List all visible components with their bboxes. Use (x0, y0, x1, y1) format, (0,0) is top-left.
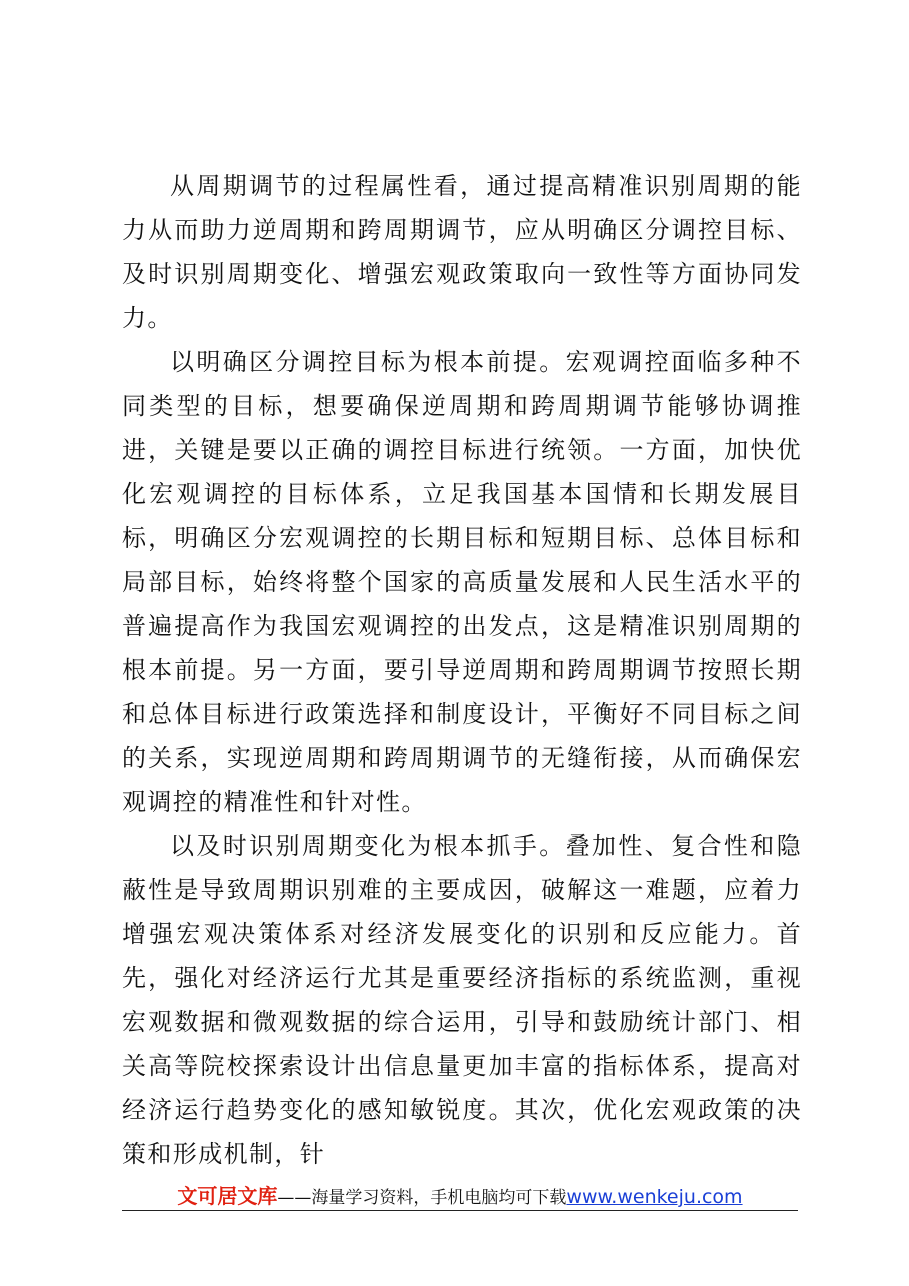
paragraph-3: 以及时识别周期变化为根本抓手。叠加性、复合性和隐蔽性是导致周期识别难的主要成因，破解这一难题，应着力增强宏观决策体系对经济发展变化的识别和反应能力。首先，强化对经济运行尤其是重要经济指标的系统监测，重视宏观数据和微观数据的综合运用，引导和鼓励统计部门、相关高等院校探索设计出信息量更加丰富的指标体系，提高对经济运行趋势变化的感知敏锐度。其次，优化宏观政策的决策和形成机制，针 (122, 832, 802, 1168)
footer-site-link[interactable]: www.wenkeju.com (566, 1186, 743, 1208)
paragraph-2: 以明确区分调控目标为根本前提。宏观调控面临多种不同类型的目标，想要确保逆周期和跨周期调节能够协调推进，关键是要以正确的调控目标进行统领。一方面，加快优化宏观调控的目标体系，立足我国基本国情和长期发展目标，明确区分宏观调控的长期目标和短期目标、总体目标和局部目标，始终将整个国家的高质量发展和人民生活水平的普遍提高作为我国宏观调控的出发点，这是精准识别周期的根本前提。另一方面，要引导逆周期和跨周期调节按照长期和总体目标进行政策选择和制度设计，平衡好不同目标之间的关系，实现逆周期和跨周期调节的无缝衔接，从而确保宏观调控的精准性和针对性。 (122, 348, 802, 816)
footer-brand: 文可居文库 (177, 1184, 278, 1208)
footer-divider (122, 1210, 798, 1211)
page-footer (122, 1180, 798, 1209)
footer-slogan: ——海量学习资料，手机电脑均可下载 (277, 1188, 567, 1208)
paragraph-1: 从周期调节的过程属性看，通过提高精准识别周期的能力从而助力逆周期和跨周期调节，应从明确区分调控目标、及时识别周期变化、增强宏观政策取向一致性等方面协同发力。 (122, 172, 802, 332)
document-body (122, 164, 802, 1176)
